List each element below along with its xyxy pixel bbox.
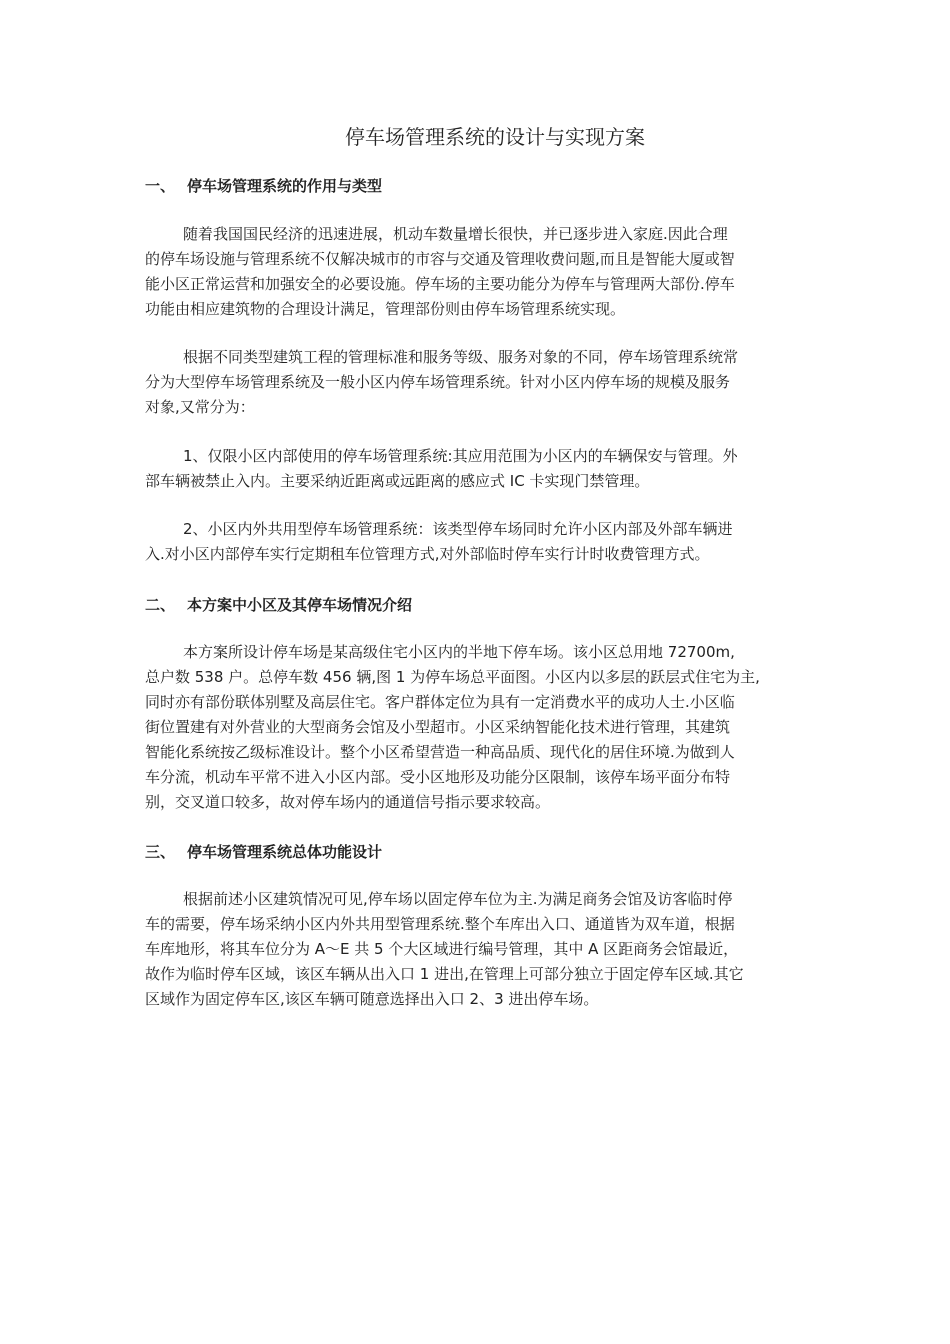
paragraph-line: 部车辆被禁止入内。主要采纳近距离或远距离的感应式 IC 卡实现门禁管理。 <box>145 472 650 490</box>
paragraph-line: 能小区正常运营和加强安全的必要设施。停车场的主要功能分为停车与管理两大部份.停车 <box>145 275 735 293</box>
paragraph-line: 功能由相应建筑物的合理设计满足，管理部份则由停车场管理系统实现。 <box>145 300 626 318</box>
paragraph-line: 总户数 538 户。总停车数 456 辆,图 1 为停车场总平面图。小区内以多层的跃层式住宅为主, <box>145 668 760 686</box>
paragraph-line: 车库地形，将其车位分为 A～E 共 5 个大区域进行编号管理，其中 A 区距商务会馆最近， <box>145 940 739 958</box>
paragraph-line: 车的需要，停车场采纳小区内外共用型管理系统.整个车库出入口、通道皆为双车道，根据 <box>145 915 735 933</box>
paragraph-line: 智能化系统按乙级标准设计。整个小区希望营造一种高品质、现代化的居住环境.为做到人 <box>145 743 735 761</box>
section-number: 三、 <box>145 843 176 861</box>
paragraph-line: 别，交叉道口较多，故对停车场内的通道信号指示要求较高。 <box>145 793 551 811</box>
paragraph <box>145 444 805 494</box>
paragraph-line: 2、小区内外共用型停车场管理系统：该类型停车场同时允许小区内部及外部车辆进 <box>183 520 733 538</box>
section-heading <box>145 175 382 197</box>
paragraph <box>145 345 805 420</box>
section-number: 二、 <box>145 596 176 614</box>
paragraph <box>145 517 805 567</box>
paragraph-line: 车分流，机动车平常不进入小区内部。受小区地形及功能分区限制，该停车场平面分布特 <box>145 768 731 786</box>
paragraph-line: 对象,又常分为： <box>145 398 255 416</box>
paragraph-line: 随着我国国民经济的迅速进展，机动车数量增长很快，并已逐步进入家庭.因此合理 <box>183 225 728 243</box>
section-heading <box>145 841 382 863</box>
paragraph-line: 根据前述小区建筑情况可见,停车场以固定停车位为主.为满足商务会馆及访客临时停 <box>183 890 733 908</box>
paragraph-line: 的停车场设施与管理系统不仅解决城市的市容与交通及管理收费问题,而且是智能大厦或智 <box>145 250 735 268</box>
paragraph <box>145 887 805 1012</box>
paragraph <box>145 222 805 322</box>
paragraph-line: 分为大型停车场管理系统及一般小区内停车场管理系统。针对小区内停车场的规模及服务 <box>145 373 731 391</box>
section-title: 停车场管理系统的作用与类型 <box>187 177 383 195</box>
section-title: 停车场管理系统总体功能设计 <box>187 843 383 861</box>
paragraph-line: 根据不同类型建筑工程的管理标准和服务等级、服务对象的不同，停车场管理系统常 <box>183 348 739 366</box>
paragraph-line: 街位置建有对外营业的大型商务会馆及小型超市。小区采纳智能化技术进行管理，其建筑 <box>145 718 731 736</box>
paragraph-line: 入.对小区内部停车实行定期租车位管理方式,对外部临时停车实行计时收费管理方式。 <box>145 545 710 563</box>
section-heading <box>145 594 412 616</box>
paragraph <box>145 640 805 815</box>
paragraph-line: 故作为临时停车区域，该区车辆从出入口 1 进出,在管理上可部分独立于固定停车区域.其它 <box>145 965 744 983</box>
section-title: 本方案中小区及其停车场情况介绍 <box>187 596 413 614</box>
paragraph-line: 本方案所设计停车场是某高级住宅小区内的半地下停车场。该小区总用地 72700m, <box>183 643 735 661</box>
document-title: 停车场管理系统的设计与实现方案 <box>345 125 645 149</box>
paragraph-line: 1、仅限小区内部使用的停车场管理系统:其应用范围为小区内的车辆保安与管理。外 <box>183 447 738 465</box>
paragraph-line: 同时亦有部份联体别墅及高层住宅。客户群体定位为具有一定消费水平的成功人士.小区临 <box>145 693 735 711</box>
paragraph-line: 区域作为固定停车区,该区车辆可随意选择出入口 2、3 进出停车场。 <box>145 990 599 1008</box>
section-number: 一、 <box>145 177 176 195</box>
